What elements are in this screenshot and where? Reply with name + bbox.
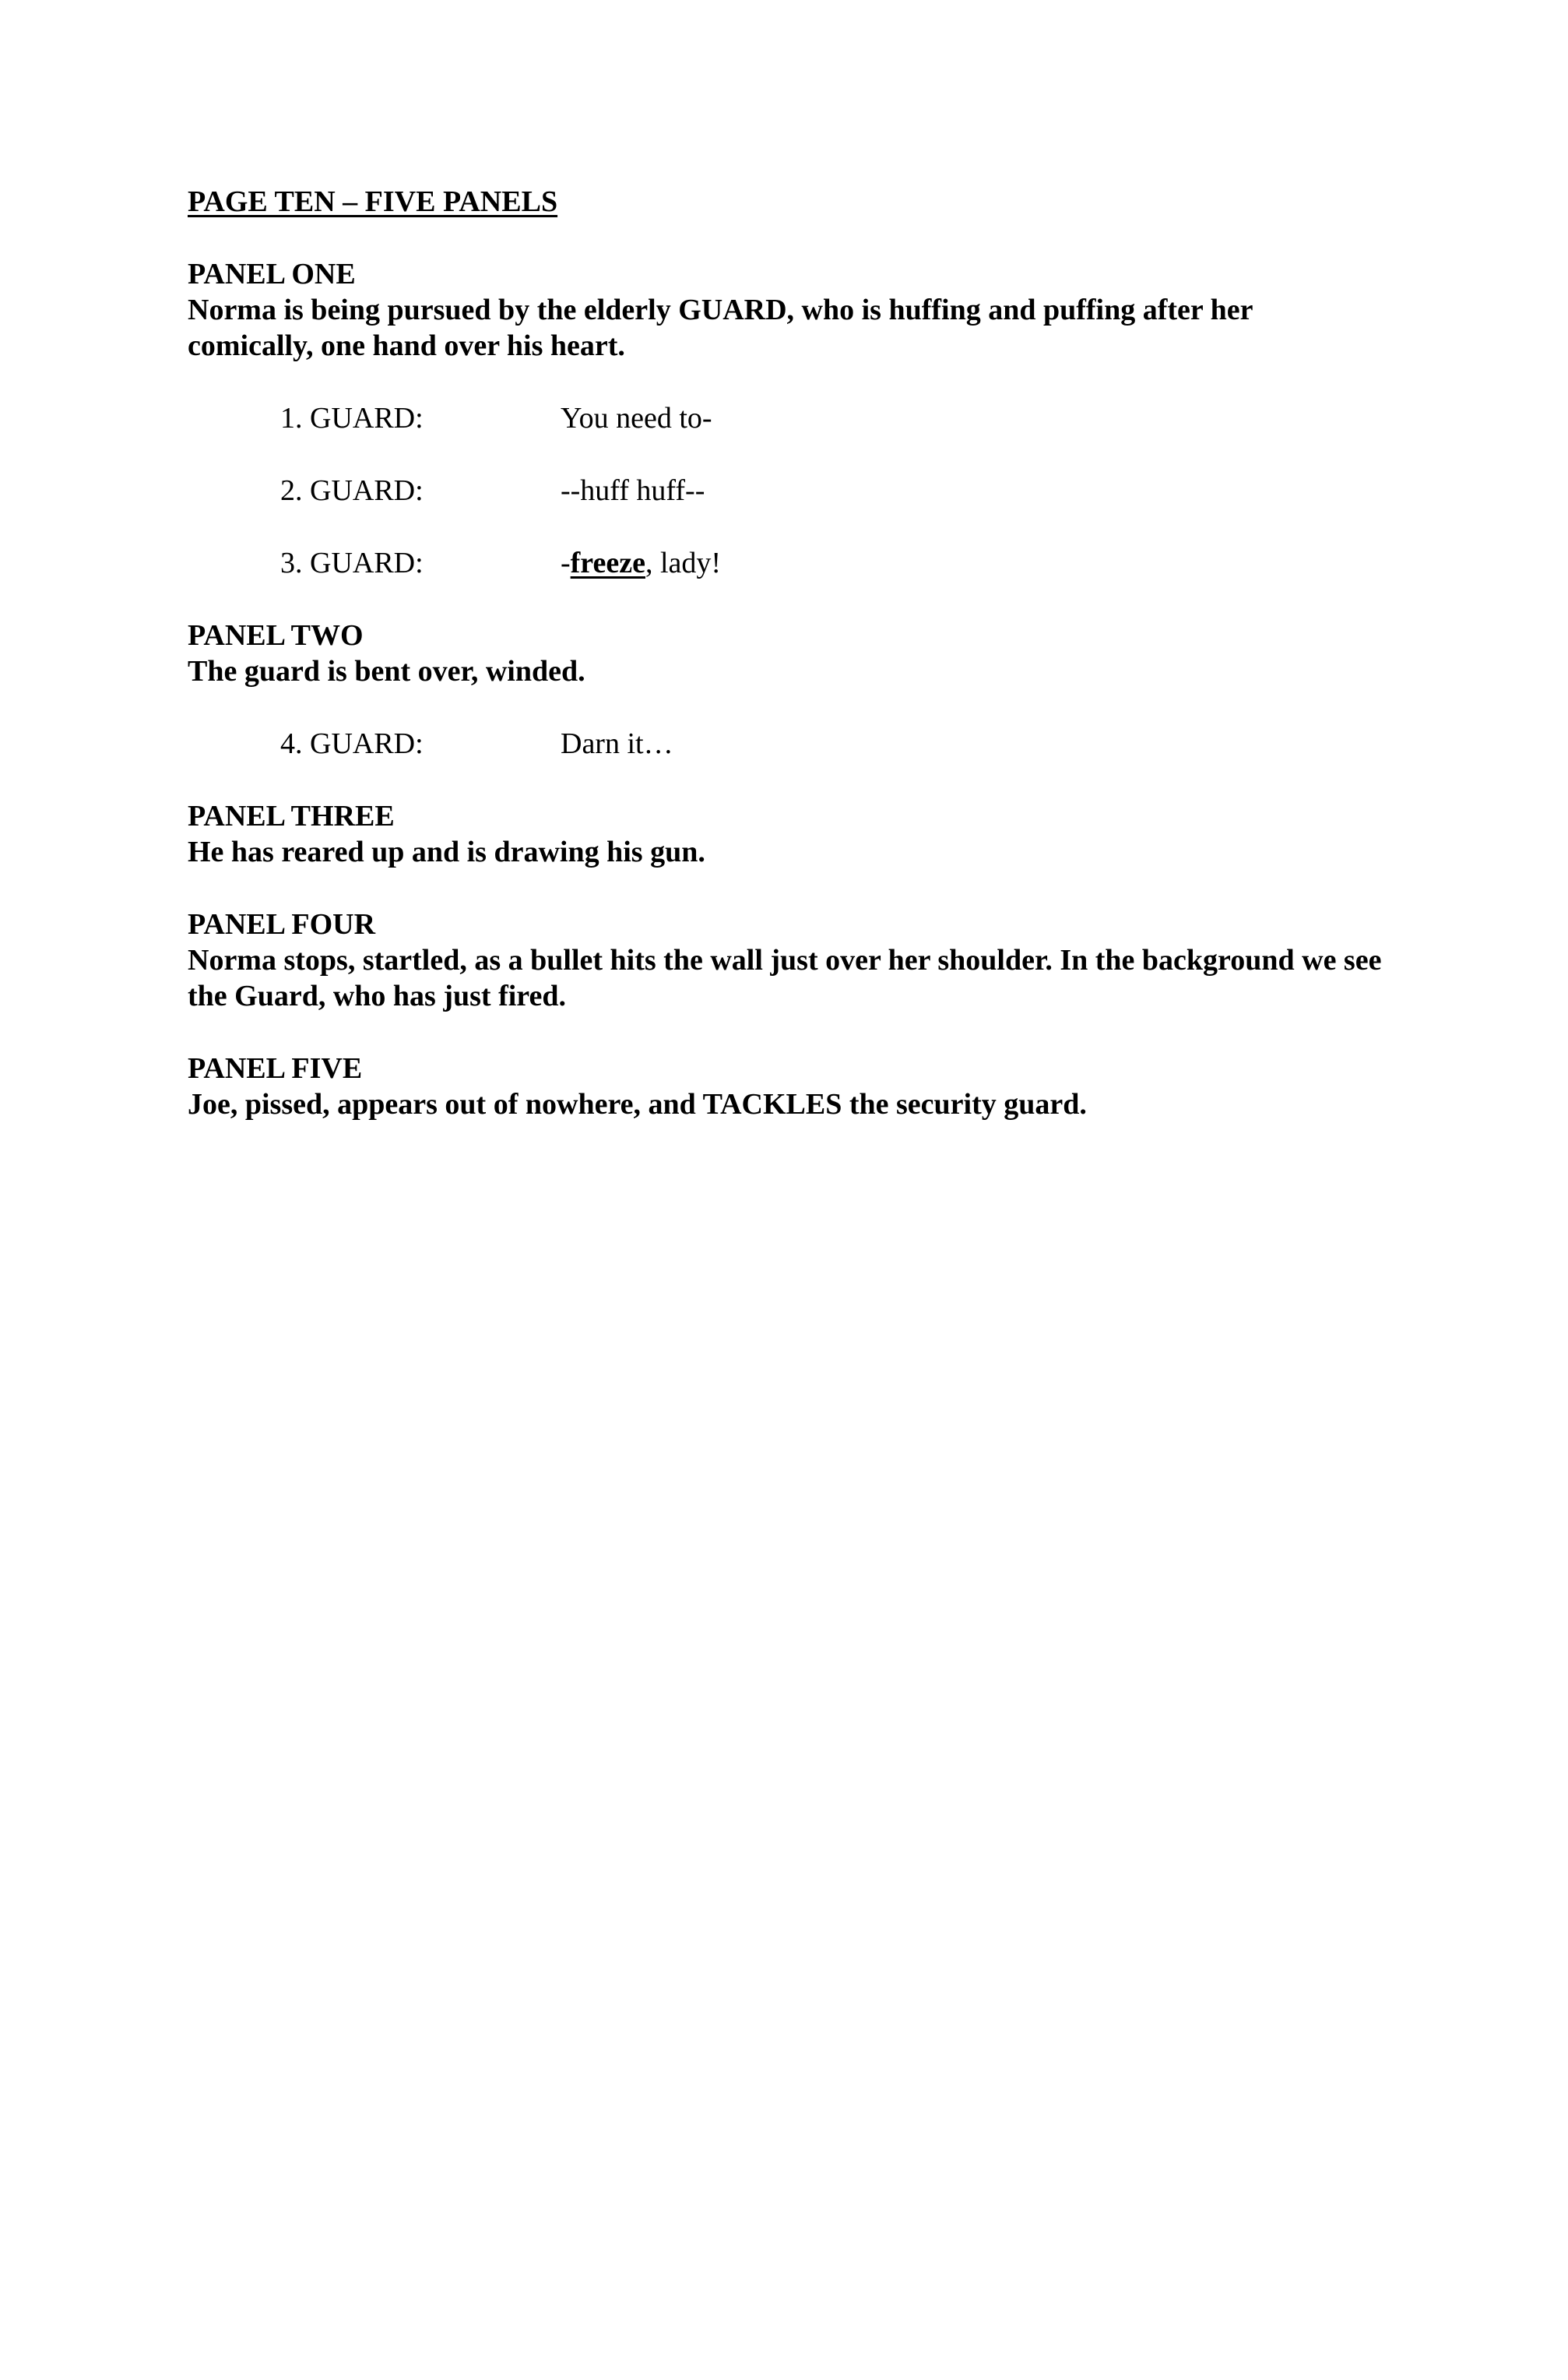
dialogue-speech [561,545,721,581]
line-number: 4. [280,727,303,760]
line-number: 2. [280,474,303,507]
speech-suffix: , lady! [645,547,722,579]
speech-prefix: - [561,547,571,579]
speaker-name: GUARD: [310,474,424,507]
speech-emphasis: freeze [570,547,645,579]
panel-heading: PANEL FOUR [188,908,376,941]
dialogue-speech: You need to- [561,402,712,435]
dialogue-speaker [280,545,424,581]
line-number: 1. [280,402,303,435]
dialogue-speech: --huff huff-- [561,474,705,507]
panel-one [188,256,1402,581]
panel-description: The guard is bent over, winded. [188,655,585,688]
dialogue-line [188,726,1402,762]
dialogue-speaker [280,473,424,509]
dialogue-speaker [280,726,424,762]
panel-two [188,618,1402,762]
dialogue-block [188,400,1402,581]
page-title: PAGE TEN – FIVE PANELS [188,185,558,218]
dialogue-line [188,545,1402,581]
panel-heading: PANEL ONE [188,258,356,290]
dialogue-speaker [280,400,424,436]
panel-description: Joe, pissed, appears out of nowhere, and TACKLES the security guard. [188,1088,1087,1121]
panel-heading: PANEL THREE [188,800,395,833]
panel-three [188,798,1402,870]
panel-description: He has reared up and is drawing his gun. [188,836,705,868]
speaker-name: GUARD: [310,402,424,435]
dialogue-line [188,473,1402,509]
dialogue-block [188,726,1402,762]
dialogue-speech: Darn it… [561,727,673,760]
line-number: 3. [280,547,303,579]
panel-description: Norma stops, startled, as a bullet hits the wall just over her shoulder. In the background we see the Guard, who has just fired. [188,944,1382,1012]
speaker-name: GUARD: [310,727,424,760]
speaker-name: GUARD: [310,547,424,579]
script-page [188,184,1402,1122]
panel-heading: PANEL TWO [188,619,364,652]
panel-heading: PANEL FIVE [188,1052,363,1085]
panel-description: Norma is being pursued by the elderly GUARD, who is huffing and puffing after her comically, one hand over his heart. [188,294,1253,362]
panel-four [188,907,1402,1014]
dialogue-line [188,400,1402,436]
panel-five [188,1051,1402,1122]
